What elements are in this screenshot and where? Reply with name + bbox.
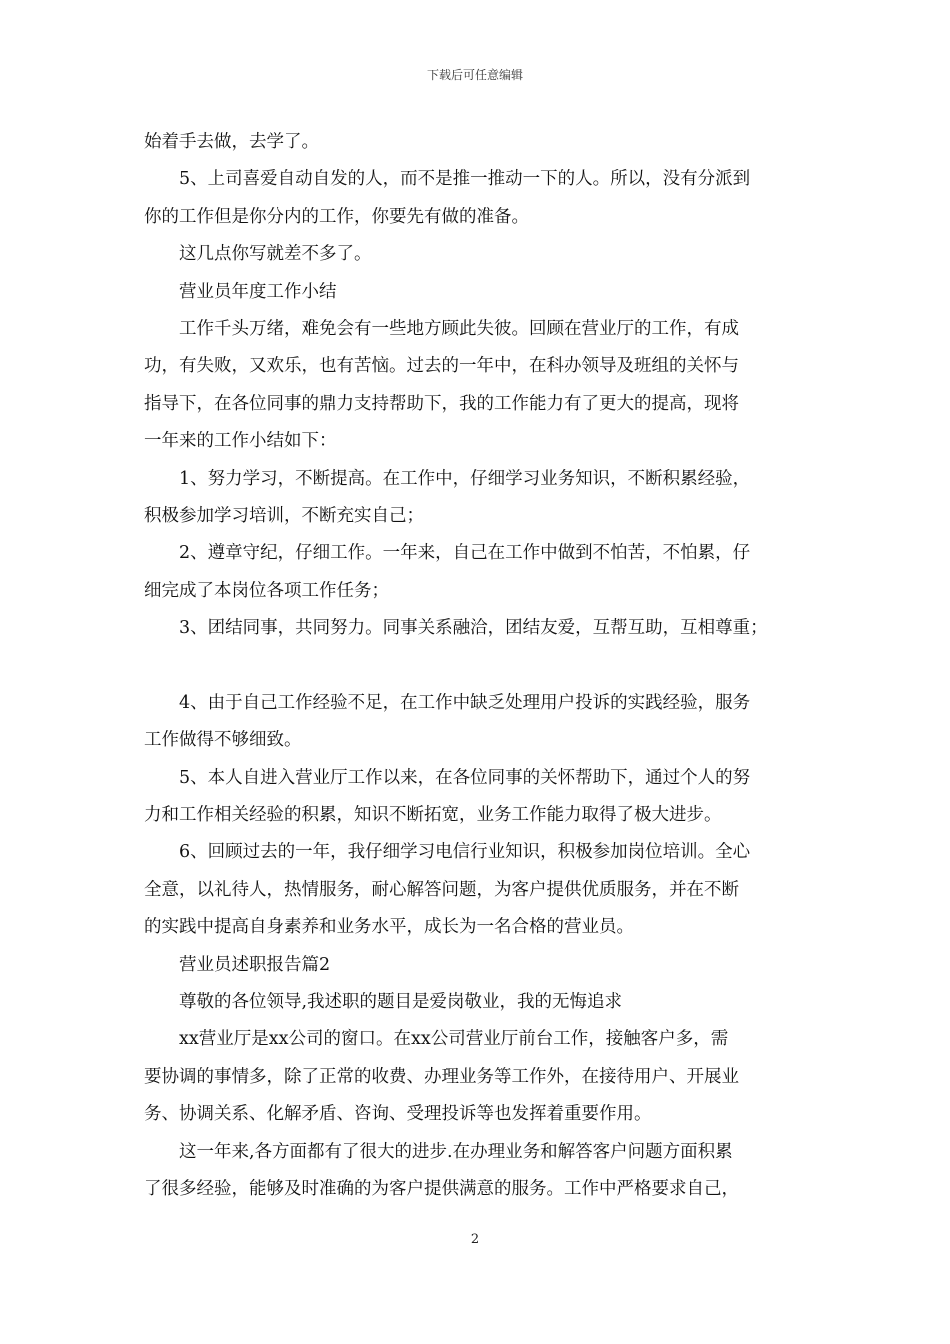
text-line: 要协调的事情多，除了正常的收费、办理业务等工作外，在接待用户、开展业 xyxy=(144,1066,739,1087)
text-line: 这一年来,各方面都有了很大的进步.在办理业务和解答客户问题方面积累 xyxy=(144,1141,733,1162)
text-line: 2、遵章守纪，仔细工作。一年来，自己在工作中做到不怕苦，不怕累，仔 xyxy=(144,543,751,564)
text-line: 一年来的工作小结如下： xyxy=(144,431,337,452)
text-line: 力和工作相关经验的积累，知识不断拓宽，业务工作能力取得了极大进步。 xyxy=(144,805,722,826)
text-line: 4、由于自己工作经验不足，在工作中缺乏处理用户投诉的实践经验，服务 xyxy=(144,692,751,713)
text-line: 了很多经验，能够及时准确的为客户提供满意的服务。工作中严格要求自己， xyxy=(144,1178,739,1199)
text-line: 指导下，在各位同事的鼎力支持帮助下，我的工作能力有了更大的提高，现将 xyxy=(144,393,739,414)
page-header: 下载后可任意编辑 xyxy=(426,68,523,82)
text-line: 尊敬的各位领导,我述职的题目是爱岗敬业，我的无悔追求 xyxy=(144,991,623,1012)
text-line: 积极参加学习培训，不断充实自己； xyxy=(144,505,424,526)
text-line: 务、协调关系、化解矛盾、咨询、受理投诉等也发挥着重要作用。 xyxy=(144,1104,652,1125)
text-line: 6、回顾过去的一年，我仔细学习电信行业知识，积极参加岗位培训。全心 xyxy=(144,842,751,863)
section-title: 营业员年度工作小结 xyxy=(144,281,337,302)
text-line: 工作千头万绪，难免会有一些地方顾此失彼。回顾在营业厅的工作，有成 xyxy=(144,318,739,339)
document-body xyxy=(144,124,808,1208)
text-line: 3、团结同事，共同努力。同事关系融洽，团结友爱，互帮互助，互相尊重； xyxy=(144,618,768,639)
section-title: 营业员述职报告篇2 xyxy=(144,954,331,975)
text-line: 功，有失败，又欢乐，也有苦恼。过去的一年中，在科办领导及班组的关怀与 xyxy=(144,356,739,377)
blank-line xyxy=(144,647,808,684)
page-number: 2 xyxy=(470,1232,480,1247)
text-line: 5、本人自进入营业厅工作以来，在各位同事的关怀帮助下，通过个人的努 xyxy=(144,767,751,788)
text-line: 始着手去做，去学了。 xyxy=(144,132,319,152)
text-line: 5、上司喜爱自动自发的人，而不是推一推动一下的人。所以，没有分派到 xyxy=(144,169,751,190)
text-line: 1、努力学习，不断提高。在工作中，仔细学习业务知识，不断积累经验， xyxy=(144,468,751,489)
text-line: 你的工作但是你分内的工作，你要先有做的准备。 xyxy=(144,206,529,227)
text-line: 这几点你写就差不多了。 xyxy=(144,244,372,265)
text-line: 工作做得不够细致。 xyxy=(144,730,302,751)
text-line: 细完成了本岗位各项工作任务； xyxy=(144,580,389,601)
text-line: 全意，以礼待人，热情服务，耐心解答问题，为客户提供优质服务，并在不断 xyxy=(144,879,739,900)
text-line: xx营业厅是xx公司的窗口。在xx公司营业厅前台工作，接触客户多，需 xyxy=(144,1029,729,1050)
text-line: 的实践中提高自身素养和业务水平，成长为一名合格的营业员。 xyxy=(144,917,634,938)
